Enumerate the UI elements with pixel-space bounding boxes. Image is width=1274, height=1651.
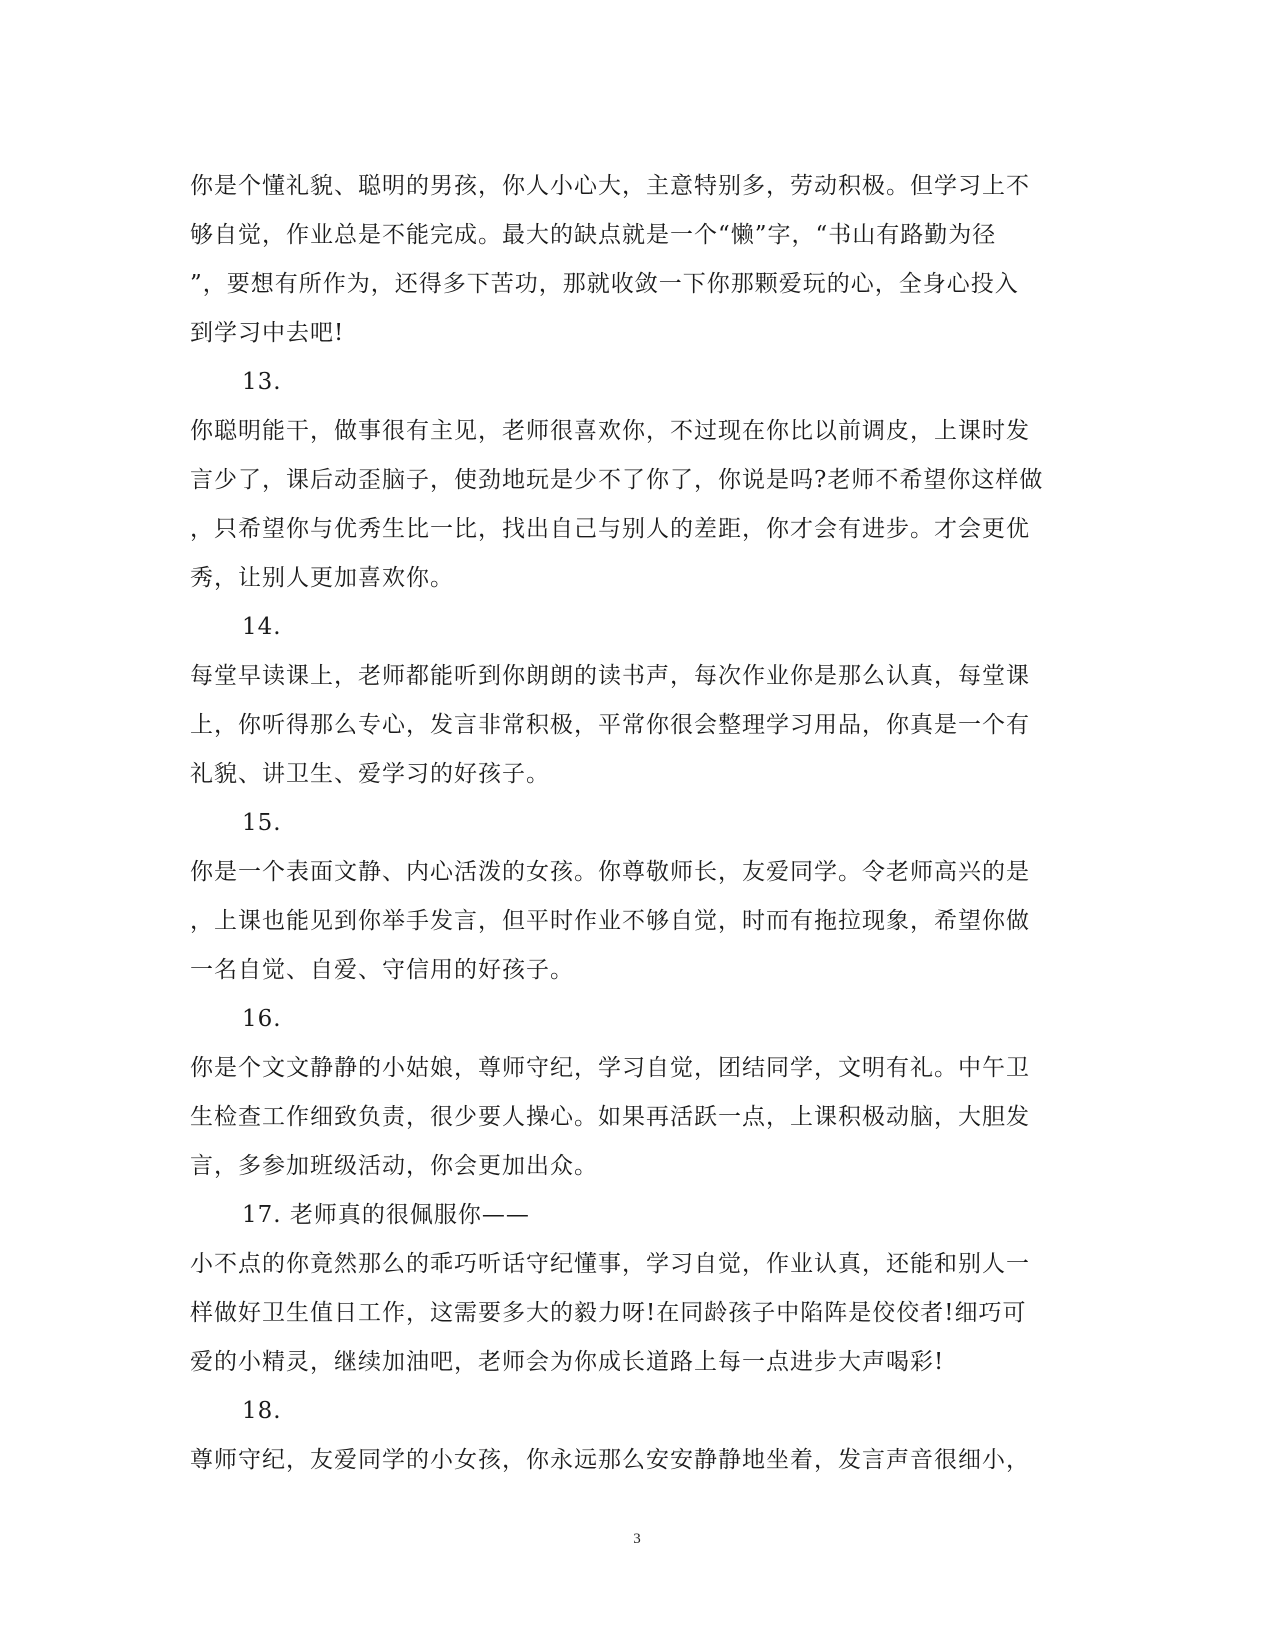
text-line: 言，多参加班级活动，你会更加出众。 bbox=[190, 1153, 598, 1179]
text-line: 样做好卫生值日工作，这需要多大的毅力呀!在同龄孩子中陷阵是佼佼者!细巧可 bbox=[190, 1300, 1027, 1326]
document-body bbox=[190, 162, 1080, 1485]
item-number: 13. bbox=[242, 369, 282, 395]
text-line: 爱的小精灵，继续加油吧，老师会为你成长道路上每一点进步大声喝彩! bbox=[190, 1349, 945, 1375]
text-line: 尊师守纪，友爱同学的小女孩，你永远那么安安静静地坐着，发言声音很细小， bbox=[190, 1447, 1030, 1473]
text-line: 你是个文文静静的小姑娘，尊师守纪，学习自觉，团结同学，文明有礼。中午卫 bbox=[190, 1055, 1030, 1081]
text-line: 一名自觉、自爱、守信用的好孩子。 bbox=[190, 957, 574, 983]
item-number: 18. bbox=[242, 1398, 282, 1424]
text-line: 小不点的你竟然那么的乖巧听话守纪懂事，学习自觉，作业认真，还能和别人一 bbox=[190, 1251, 1030, 1277]
comment-paragraph bbox=[190, 407, 1080, 603]
comment-paragraph bbox=[190, 1436, 1080, 1485]
page-number: 3 bbox=[633, 1531, 641, 1547]
text-line: 言少了，课后动歪脑子，使劲地玩是少不了你了，你说是吗?老师不希望你这样做 bbox=[190, 467, 1044, 493]
comment-paragraph bbox=[190, 652, 1080, 799]
comment-paragraph bbox=[190, 848, 1080, 995]
text-line: 你聪明能干，做事很有主见，老师很喜欢你，不过现在你比以前调皮，上课时发 bbox=[190, 418, 1030, 444]
text-line: 每堂早读课上，老师都能听到你朗朗的读书声，每次作业你是那么认真，每堂课 bbox=[190, 663, 1030, 689]
text-line: 上，你听得那么专心，发言非常积极，平常你很会整理学习用品，你真是一个有 bbox=[190, 712, 1030, 738]
comment-paragraph bbox=[190, 1240, 1080, 1387]
text-line: 你是一个表面文静、内心活泼的女孩。你尊敬师长，友爱同学。令老师高兴的是 bbox=[190, 859, 1030, 885]
text-line: ，上课也能见到你举手发言，但平时作业不够自觉，时而有拖拉现象，希望你做 bbox=[190, 908, 1030, 934]
comment-paragraph bbox=[190, 162, 1080, 358]
item-number: 16. bbox=[242, 1006, 282, 1032]
text-line: 到学习中去吧! bbox=[190, 320, 345, 346]
text-line: 你是个懂礼貌、聪明的男孩，你人小心大，主意特别多，劳动积极。但学习上不 bbox=[190, 173, 1030, 199]
text-line: 生检查工作细致负责，很少要人操心。如果再活跃一点，上课积极动脑，大胆发 bbox=[190, 1104, 1030, 1130]
item-number: 17. 老师真的很佩服你—— bbox=[242, 1202, 530, 1228]
comment-paragraph bbox=[190, 1044, 1080, 1191]
text-line: ，只希望你与优秀生比一比，找出自己与别人的差距，你才会有进步。才会更优 bbox=[190, 516, 1030, 542]
text-line: ”，要想有所作为，还得多下苦功，那就收敛一下你那颗爱玩的心，全身心投入 bbox=[190, 271, 1019, 297]
text-line: 礼貌、讲卫生、爱学习的好孩子。 bbox=[190, 761, 550, 787]
text-line: 秀，让别人更加喜欢你。 bbox=[190, 565, 454, 591]
text-line: 够自觉，作业总是不能完成。最大的缺点就是一个“懒”字，“书山有路勤为径 bbox=[190, 222, 997, 248]
item-number: 15. bbox=[242, 810, 282, 836]
item-number: 14. bbox=[242, 614, 282, 640]
